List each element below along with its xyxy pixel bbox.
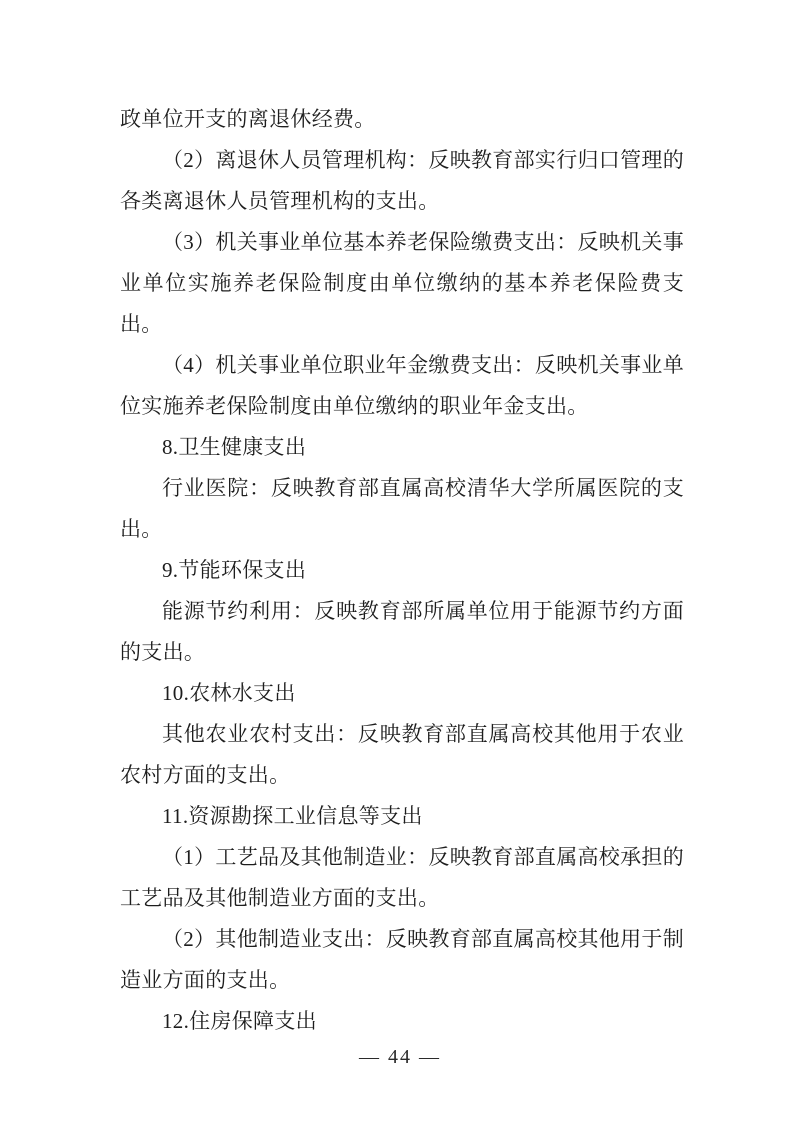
document-paragraph: （2）离退休人员管理机构：反映教育部实行归口管理的各类离退休人员管理机构的支出。: [120, 148, 684, 213]
document-section-heading: 9.节能环保支出: [162, 558, 307, 582]
document-paragraph: 行业医院：反映教育部直属高校清华大学所属医院的支出。: [120, 476, 684, 541]
page-number: — 44 —: [359, 1046, 441, 1068]
document-section-heading: 10.农林水支出: [162, 681, 296, 705]
document-paragraph: （3）机关事业单位基本养老保险缴费支出：反映机关事业单位实施养老保险制度由单位缴纳的基本养老保险费支出。: [120, 230, 684, 336]
document-paragraph: 政单位开支的离退休经费。: [120, 107, 376, 131]
document-section-heading: 12.住房保障支出: [162, 1009, 317, 1033]
document-paragraph: （1）工艺品及其他制造业：反映教育部直属高校承担的工艺品及其他制造业方面的支出。: [120, 845, 684, 910]
document-paragraph: （2）其他制造业支出：反映教育部直属高校其他用于制造业方面的支出。: [120, 927, 684, 992]
document-paragraph: （4）机关事业单位职业年金缴费支出：反映机关事业单位实施养老保险制度由单位缴纳的职业年金支出。: [120, 353, 684, 418]
document-section-heading: 11.资源勘探工业信息等支出: [162, 804, 423, 828]
document-paragraph: 能源节约利用：反映教育部所属单位用于能源节约方面的支出。: [120, 599, 684, 664]
document-paragraph: 其他农业农村支出：反映教育部直属高校其他用于农业农村方面的支出。: [120, 722, 684, 787]
document-body: [120, 99, 684, 1042]
document-section-heading: 8.卫生健康支出: [162, 435, 307, 459]
